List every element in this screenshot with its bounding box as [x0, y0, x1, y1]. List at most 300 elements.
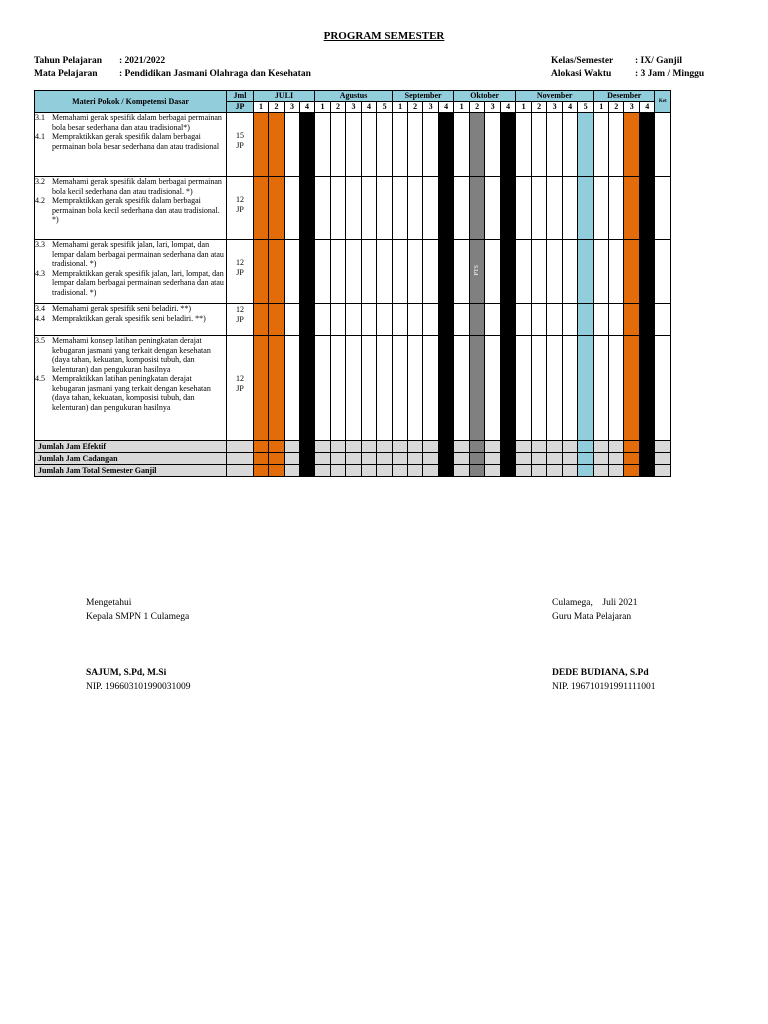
week-cell — [594, 336, 609, 441]
jp-unit: JP — [236, 383, 244, 393]
week-cell — [516, 177, 532, 240]
week-cell — [439, 336, 454, 441]
week-cell — [423, 177, 439, 240]
header-left — [34, 55, 311, 81]
week-cell — [300, 240, 315, 304]
week-cell — [609, 336, 624, 441]
week-cell — [454, 113, 470, 177]
summary-week-cell — [470, 453, 485, 465]
week-cell — [362, 113, 377, 177]
summary-week-cell — [485, 453, 501, 465]
summary-week-cell — [254, 441, 269, 453]
summary-week-cell — [563, 465, 578, 477]
week-cell — [485, 304, 501, 336]
kd-item — [35, 314, 226, 324]
summary-week-cell — [331, 465, 346, 477]
ket-cell — [655, 240, 671, 304]
week-cell — [423, 336, 439, 441]
kd-text: Memahami gerak spesifik dalam berbagai permainan bola kecil sederhana dan atau tradisional. *) — [52, 177, 222, 196]
summary-week-cell — [408, 441, 423, 453]
table-row — [35, 240, 692, 304]
week-cell — [408, 336, 423, 441]
kd-item — [35, 113, 226, 132]
week-header: 3 — [624, 102, 640, 113]
week-cell — [331, 113, 346, 177]
week-cell — [377, 177, 393, 240]
summary-row — [35, 453, 692, 465]
month-header: Desember — [594, 91, 655, 102]
week-cell — [609, 240, 624, 304]
summary-week-cell — [331, 441, 346, 453]
summary-week-cell — [640, 453, 655, 465]
week-cell — [300, 177, 315, 240]
week-header: 4 — [439, 102, 454, 113]
sig-right-nip: NIP. 196710191991111001 — [552, 682, 656, 692]
summary-week-cell — [501, 441, 516, 453]
week-cell — [285, 177, 300, 240]
materi-cell — [35, 240, 227, 304]
summary-week-cell — [346, 441, 362, 453]
summary-week-cell — [485, 465, 501, 477]
alokasi-value: : 3 Jam / Minggu — [635, 69, 705, 79]
week-cell — [285, 304, 300, 336]
kd-item — [35, 177, 226, 196]
summary-week-cell — [315, 441, 331, 453]
kd-text: Mempraktikkan gerak spesifik jalan, lari, lompat, dan lempar dalam berbagai permainan sederhana dan atau tradisional. *) — [52, 268, 224, 297]
sig-right-name: DEDE BUDIANA, S.Pd — [552, 668, 649, 678]
summary-label: Jumlah Jam Cadangan — [35, 453, 227, 465]
summary-week-cell — [423, 453, 439, 465]
summary-week-cell — [532, 453, 547, 465]
kd-number: 4.3 — [35, 268, 45, 278]
summary-week-cell — [393, 441, 408, 453]
week-cell — [362, 177, 377, 240]
week-cell — [547, 240, 563, 304]
kd-item — [35, 304, 226, 314]
jp-unit: JP — [236, 314, 244, 324]
summary-week-cell — [609, 453, 624, 465]
signature-right — [552, 596, 655, 694]
week-cell — [393, 113, 408, 177]
week-cell — [532, 336, 547, 441]
week-cell — [516, 304, 532, 336]
week-cell — [578, 336, 594, 441]
week-cell — [454, 336, 470, 441]
week-cell — [563, 304, 578, 336]
summary-week-cell — [331, 453, 346, 465]
kd-text: Mempraktikkan latihan peningkatan derajat kebugaran jasmani yang terkait dengan kesehatan (daya tahan, kekuatan, komposisi tubuh, dan kelenturan) dan pengukuran hasilnya — [52, 374, 211, 412]
jp-cell — [227, 240, 254, 304]
week-cell — [640, 304, 655, 336]
summary-week-cell — [609, 441, 624, 453]
summary-week-cell — [624, 453, 640, 465]
summary-week-cell — [254, 453, 269, 465]
week-cell — [300, 304, 315, 336]
week-cell — [254, 336, 269, 441]
schedule-table — [34, 90, 692, 477]
week-header: 5 — [578, 102, 594, 113]
week-header: 1 — [315, 102, 331, 113]
kelas-value: : IX/ Ganjil — [635, 56, 682, 66]
materi-cell — [35, 177, 227, 240]
week-header: 3 — [485, 102, 501, 113]
week-cell — [624, 113, 640, 177]
week-cell — [624, 240, 640, 304]
summary-week-cell — [300, 453, 315, 465]
week-cell — [254, 177, 269, 240]
kd-number: 4.2 — [35, 196, 45, 205]
week-header: 4 — [362, 102, 377, 113]
week-cell — [578, 304, 594, 336]
summary-week-cell — [300, 465, 315, 477]
summary-week-cell — [516, 441, 532, 453]
kd-number: 3.2 — [35, 177, 45, 186]
jp-cell — [227, 304, 254, 336]
summary-ket — [655, 453, 671, 465]
week-header: 2 — [609, 102, 624, 113]
week-cell — [269, 336, 285, 441]
week-cell — [362, 240, 377, 304]
week-header: 2 — [331, 102, 346, 113]
week-cell — [393, 304, 408, 336]
table-row — [35, 304, 692, 336]
tahun-label: Tahun Pelajaran — [34, 56, 103, 66]
kd-number: 3.1 — [35, 113, 45, 122]
materi-cell — [35, 304, 227, 336]
week-cell — [470, 240, 485, 304]
jp-number: 12 — [236, 374, 244, 383]
week-cell — [331, 240, 346, 304]
sig-left-line1: Mengetahui — [86, 598, 132, 608]
week-header: 3 — [547, 102, 563, 113]
week-header: 1 — [454, 102, 470, 113]
week-header: 1 — [254, 102, 269, 113]
jp-number: 12 — [236, 305, 244, 314]
week-cell — [470, 113, 485, 177]
summary-week-cell — [269, 453, 285, 465]
week-header: 4 — [300, 102, 315, 113]
col-header-jp: JP — [227, 102, 254, 113]
summary-week-cell — [439, 465, 454, 477]
kd-text: Mempraktikkan gerak spesifik dalam berbagai permainan bola kecil sederhana dan atau tradisional. *) — [52, 196, 220, 224]
summary-week-cell — [285, 465, 300, 477]
summary-week-cell — [423, 465, 439, 477]
week-cell — [285, 240, 300, 304]
week-cell — [439, 113, 454, 177]
week-cell — [346, 304, 362, 336]
week-cell — [609, 304, 624, 336]
week-cell — [454, 304, 470, 336]
summary-week-cell — [516, 453, 532, 465]
summary-week-cell — [454, 453, 470, 465]
jp-cell — [227, 177, 254, 240]
kd-item — [35, 374, 226, 412]
week-cell — [331, 336, 346, 441]
week-cell — [640, 240, 655, 304]
summary-week-cell — [454, 441, 470, 453]
kd-number: 3.5 — [35, 336, 45, 345]
summary-week-cell — [285, 453, 300, 465]
summary-week-cell — [578, 465, 594, 477]
sig-left-nip: NIP. 196603101990031009 — [86, 682, 191, 692]
jp-number: 12 — [236, 195, 244, 204]
summary-week-cell — [547, 453, 563, 465]
week-cell — [423, 240, 439, 304]
col-header-jml: Jml — [227, 91, 254, 102]
week-header: 2 — [532, 102, 547, 113]
summary-week-cell — [532, 465, 547, 477]
summary-week-cell — [470, 465, 485, 477]
materi-cell — [35, 336, 227, 441]
week-header: 3 — [346, 102, 362, 113]
week-cell — [269, 304, 285, 336]
summary-week-cell — [454, 465, 470, 477]
kd-number: 4.5 — [35, 374, 45, 383]
summary-week-cell — [439, 441, 454, 453]
week-cell — [408, 240, 423, 304]
alokasi-label: Alokasi Waktu — [551, 69, 612, 79]
summary-jp — [227, 453, 254, 465]
summary-week-cell — [362, 465, 377, 477]
summary-week-cell — [346, 453, 362, 465]
summary-week-cell — [563, 441, 578, 453]
week-cell — [501, 240, 516, 304]
week-header: 1 — [516, 102, 532, 113]
summary-week-cell — [285, 441, 300, 453]
week-cell — [285, 113, 300, 177]
kd-item — [35, 336, 226, 374]
week-cell — [609, 177, 624, 240]
kd-item — [35, 196, 226, 225]
kd-number: 3.3 — [35, 240, 45, 249]
week-header: 2 — [408, 102, 423, 113]
summary-week-cell — [377, 465, 393, 477]
summary-week-cell — [408, 465, 423, 477]
week-cell — [331, 304, 346, 336]
week-cell — [470, 177, 485, 240]
week-cell — [547, 177, 563, 240]
ket-cell — [655, 304, 671, 336]
summary-label: Jumlah Jam Total Semester Ganjil — [35, 465, 227, 477]
kd-text: Memahami gerak spesifik dalam berbagai permainan bola besar sederhana dan atau tradisional*) — [52, 113, 222, 132]
week-cell — [393, 336, 408, 441]
week-cell — [640, 177, 655, 240]
week-cell — [315, 113, 331, 177]
week-cell — [315, 240, 331, 304]
kd-text: Memahami konsep latihan peningkatan derajat kebugaran jasmani yang terkait dengan kesehatan (daya tahan, kekuatan, komposisi tubuh, dan kelenturan) dan pengukuran hasilnya — [52, 336, 211, 374]
week-cell — [516, 336, 532, 441]
week-cell — [408, 113, 423, 177]
summary-ket — [655, 441, 671, 453]
header-right — [551, 55, 704, 81]
week-cell — [254, 304, 269, 336]
week-cell — [547, 304, 563, 336]
week-cell — [269, 240, 285, 304]
week-cell — [254, 113, 269, 177]
week-cell — [563, 113, 578, 177]
sig-right-line2: Guru Mata Pelajaran — [552, 612, 632, 622]
sig-left-name: SAJUM, S.Pd, M.Si — [86, 668, 167, 678]
summary-week-cell — [377, 441, 393, 453]
col-header-ket: Ket — [655, 91, 671, 113]
summary-week-cell — [393, 465, 408, 477]
summary-week-cell — [624, 465, 640, 477]
week-cell — [532, 177, 547, 240]
materi-cell — [35, 113, 227, 177]
week-header: 2 — [269, 102, 285, 113]
week-cell — [594, 113, 609, 177]
summary-week-cell — [516, 465, 532, 477]
week-header: 1 — [594, 102, 609, 113]
week-cell — [624, 304, 640, 336]
week-cell — [269, 113, 285, 177]
summary-label: Jumlah Jam Efektif — [35, 441, 227, 453]
summary-week-cell — [609, 465, 624, 477]
week-cell — [624, 177, 640, 240]
week-cell — [594, 304, 609, 336]
summary-week-cell — [377, 453, 393, 465]
week-cell — [501, 177, 516, 240]
ket-cell — [655, 113, 671, 177]
page-title: PROGRAM SEMESTER — [323, 30, 445, 42]
col-header-materi: Materi Pokok / Kompetensi Dasar — [35, 91, 227, 113]
kd-number: 4.4 — [35, 313, 45, 323]
week-header: 3 — [285, 102, 300, 113]
week-cell — [393, 240, 408, 304]
week-cell — [393, 177, 408, 240]
week-cell — [285, 336, 300, 441]
week-cell — [640, 336, 655, 441]
week-cell — [362, 304, 377, 336]
month-header: September — [393, 91, 454, 102]
week-cell — [485, 240, 501, 304]
kd-text: Mempraktikkan gerak spesifik seni beladiri. **) — [52, 313, 206, 323]
week-cell — [423, 304, 439, 336]
kd-item — [35, 240, 226, 269]
summary-week-cell — [393, 453, 408, 465]
kd-text: Memahami gerak spesifik seni beladiri. **) — [52, 304, 192, 313]
summary-week-cell — [547, 441, 563, 453]
mapel-label: Mata Pelajaran — [34, 69, 98, 79]
summary-week-cell — [315, 465, 331, 477]
week-header: 4 — [563, 102, 578, 113]
summary-week-cell — [501, 453, 516, 465]
summary-jp — [227, 465, 254, 477]
summary-week-cell — [423, 441, 439, 453]
week-cell — [547, 336, 563, 441]
summary-week-cell — [532, 441, 547, 453]
week-cell — [377, 336, 393, 441]
week-cell — [439, 177, 454, 240]
week-cell — [609, 113, 624, 177]
month-header: Oktober — [454, 91, 516, 102]
summary-row — [35, 441, 692, 453]
jp-cell — [227, 336, 254, 441]
week-cell — [532, 240, 547, 304]
week-cell — [315, 304, 331, 336]
week-cell — [269, 177, 285, 240]
mapel-value: : Pendidikan Jasmani Olahraga dan Kesehatan — [119, 69, 311, 79]
week-cell — [485, 177, 501, 240]
week-cell — [594, 240, 609, 304]
ket-cell — [655, 336, 671, 441]
week-cell — [516, 113, 532, 177]
week-header: 3 — [423, 102, 439, 113]
summary-week-cell — [485, 441, 501, 453]
week-header: 4 — [501, 102, 516, 113]
week-cell — [485, 336, 501, 441]
jp-number: 15 — [236, 131, 244, 140]
tahun-value: : 2021/2022 — [119, 56, 166, 66]
table-row — [35, 113, 692, 177]
kd-number: 3.4 — [35, 304, 45, 313]
week-cell — [315, 336, 331, 441]
summary-week-cell — [439, 453, 454, 465]
week-cell — [532, 113, 547, 177]
week-cell — [408, 304, 423, 336]
summary-row — [35, 465, 692, 477]
week-header: 5 — [377, 102, 393, 113]
sig-right-line1: Culamega, Juli 2021 — [552, 598, 638, 608]
week-cell — [594, 177, 609, 240]
week-cell — [563, 240, 578, 304]
week-cell — [516, 240, 532, 304]
sig-left-line2: Kepala SMPN 1 Culamega — [86, 612, 190, 622]
summary-week-cell — [594, 441, 609, 453]
kelas-label: Kelas/Semester — [551, 56, 614, 66]
week-header: 1 — [393, 102, 408, 113]
summary-week-cell — [594, 465, 609, 477]
summary-week-cell — [501, 465, 516, 477]
month-header: Agustus — [315, 91, 393, 102]
week-cell — [423, 113, 439, 177]
week-cell — [408, 177, 423, 240]
summary-week-cell — [578, 453, 594, 465]
summary-week-cell — [640, 441, 655, 453]
summary-ket — [655, 465, 671, 477]
week-cell — [439, 304, 454, 336]
ket-cell — [655, 177, 671, 240]
week-cell — [501, 336, 516, 441]
summary-week-cell — [640, 465, 655, 477]
week-cell — [346, 336, 362, 441]
summary-week-cell — [547, 465, 563, 477]
summary-week-cell — [362, 453, 377, 465]
kd-item — [35, 269, 226, 298]
pts-label: PTS — [474, 265, 481, 276]
week-cell — [254, 240, 269, 304]
jp-unit: JP — [236, 140, 244, 150]
week-cell — [377, 113, 393, 177]
week-cell — [454, 240, 470, 304]
summary-week-cell — [578, 441, 594, 453]
week-cell — [624, 336, 640, 441]
summary-week-cell — [315, 453, 331, 465]
table-row — [35, 177, 692, 240]
jp-unit: JP — [236, 267, 244, 277]
jp-unit: JP — [236, 204, 244, 214]
week-cell — [346, 177, 362, 240]
kd-item — [35, 132, 226, 151]
week-cell — [300, 336, 315, 441]
summary-week-cell — [300, 441, 315, 453]
week-cell — [377, 304, 393, 336]
week-header: 4 — [640, 102, 655, 113]
week-cell — [640, 113, 655, 177]
week-cell — [362, 336, 377, 441]
week-cell — [470, 336, 485, 441]
month-header: JULI — [254, 91, 315, 102]
